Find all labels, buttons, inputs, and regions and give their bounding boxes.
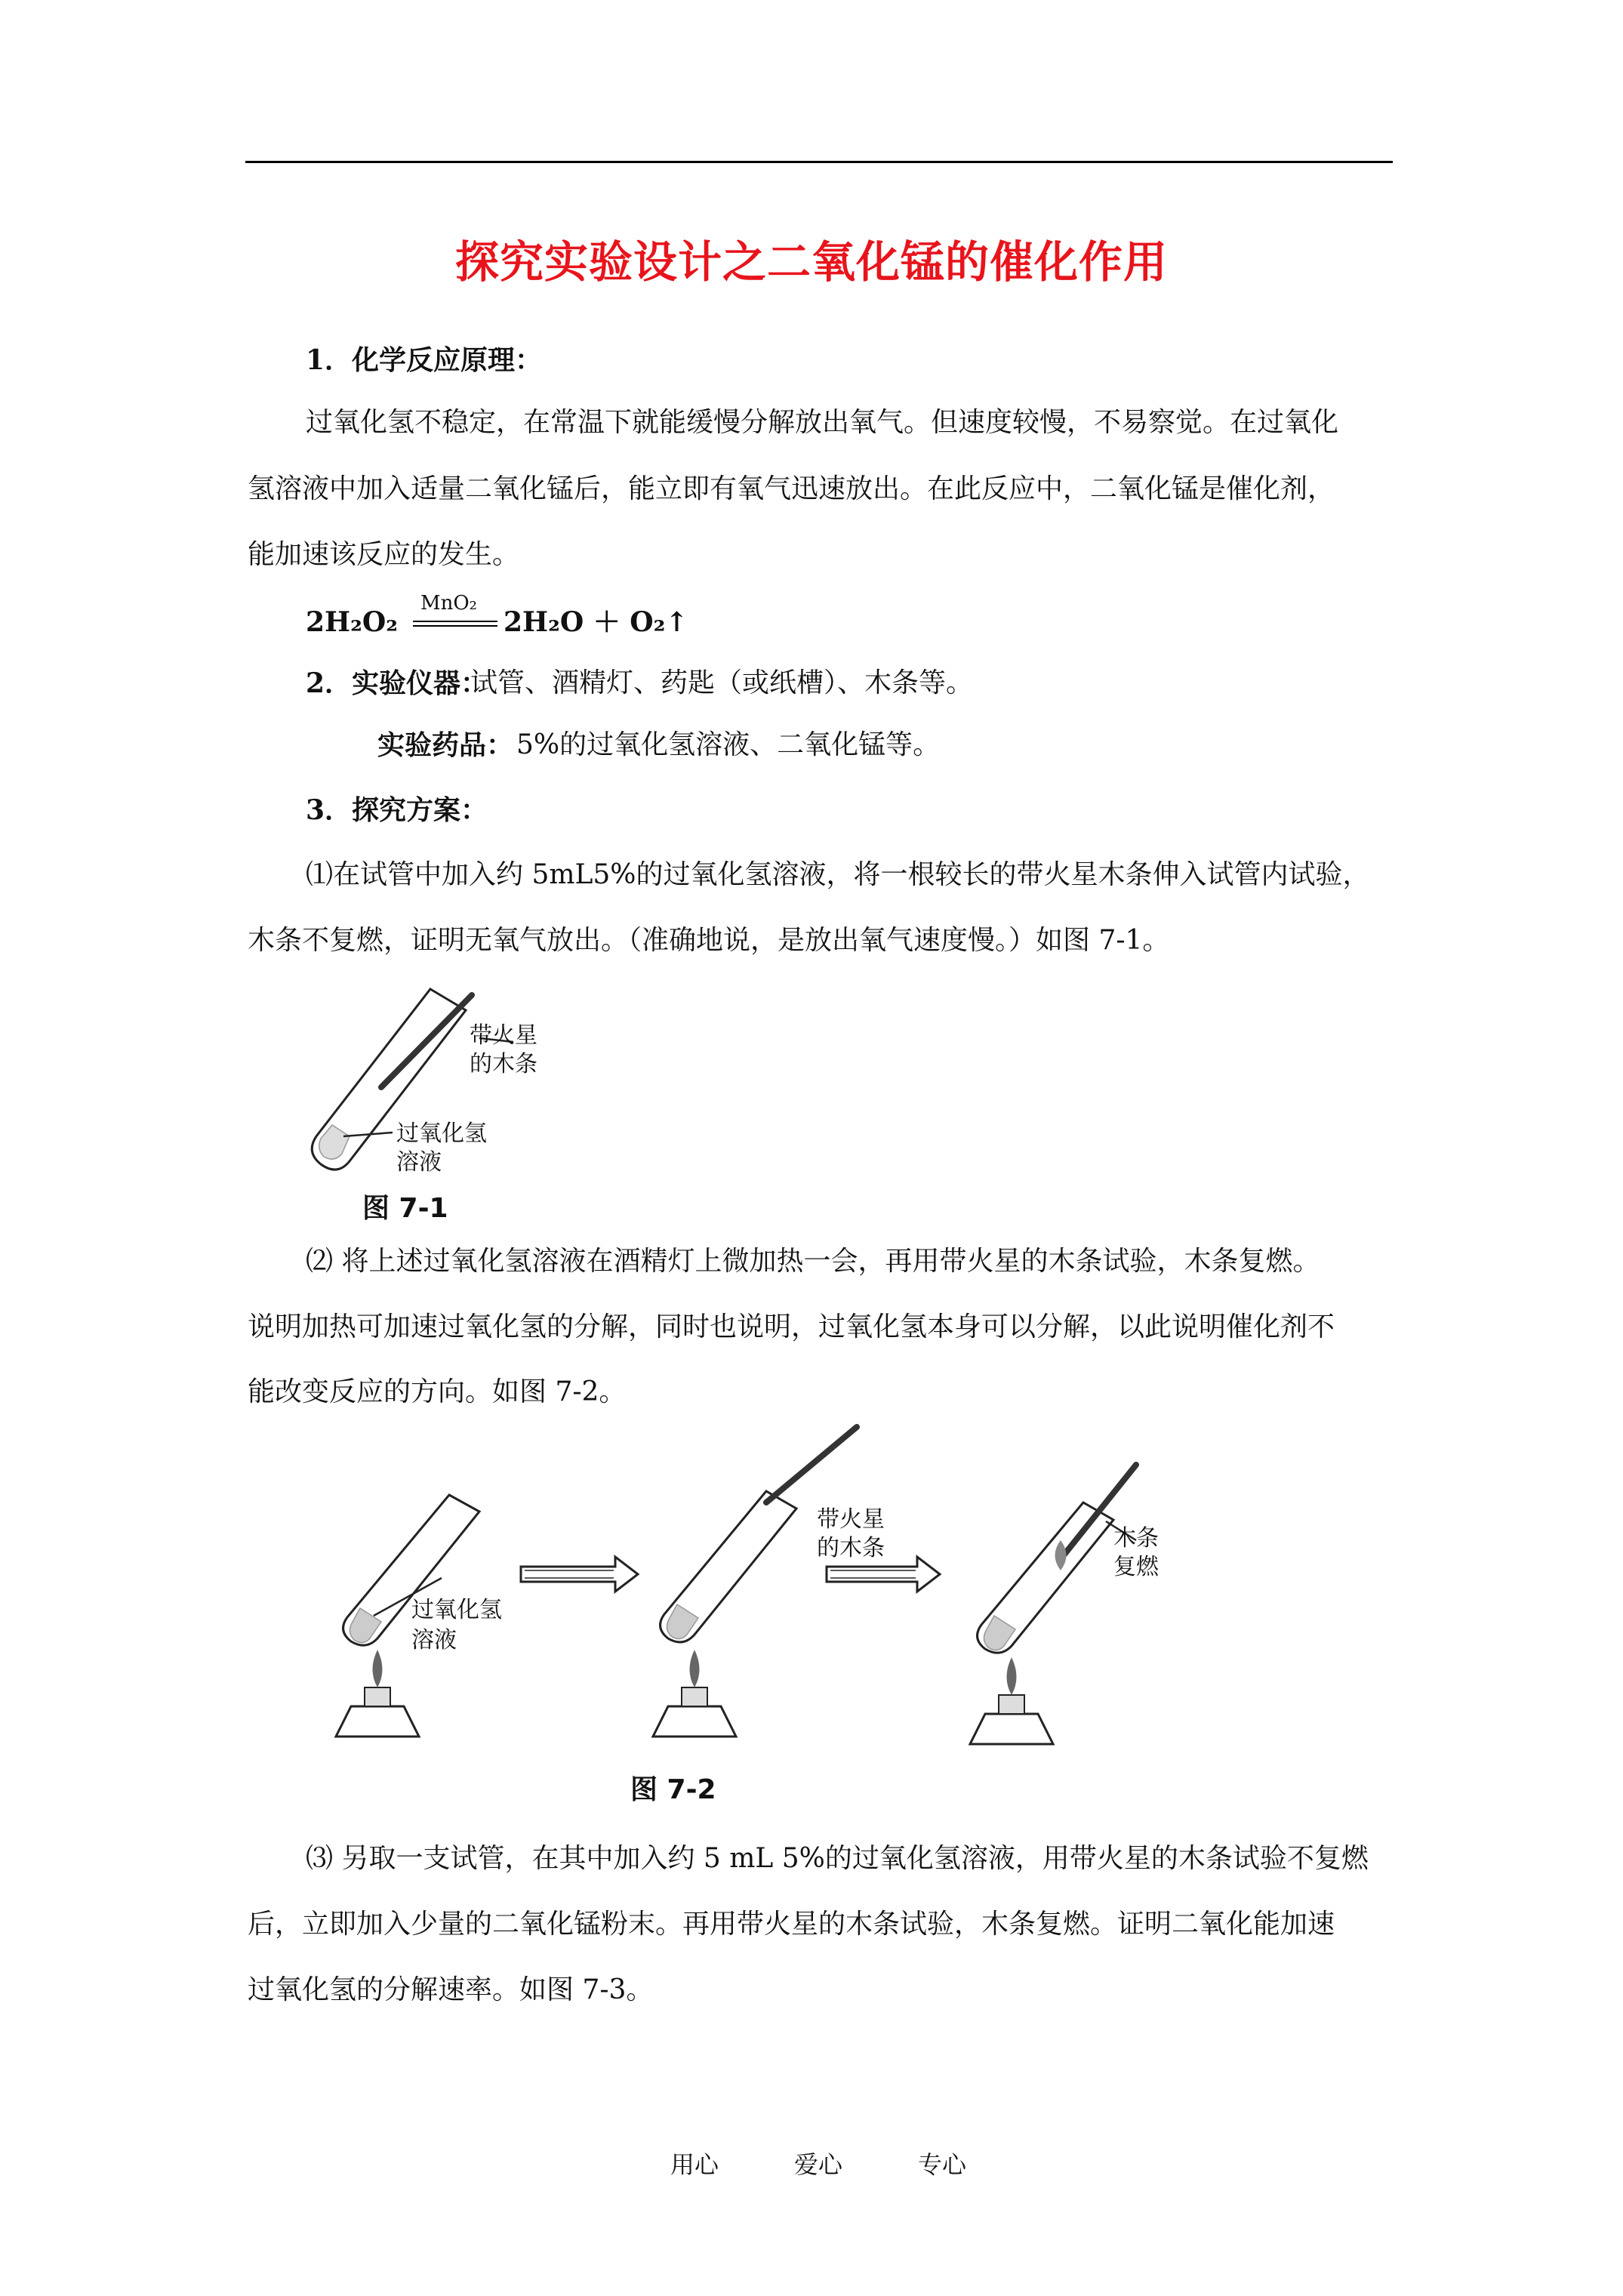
fig1-caption: 图 7-1 xyxy=(362,1193,448,1224)
fig2-label-solution-1: 过氧化氢 xyxy=(411,1597,502,1623)
alcohol-lamp-2-icon xyxy=(653,1650,736,1737)
fig1-label-solution-2: 溶液 xyxy=(396,1149,442,1176)
figure-7-1 xyxy=(298,982,570,1178)
fig2-label-solution-2: 溶液 xyxy=(411,1627,457,1653)
step-2-line-3: 能改变反应的方向。如图 7-2。 xyxy=(248,1376,627,1407)
fig1-label-stick-2: 的木条 xyxy=(470,1051,537,1077)
step-2-line-1: ⑵ 将上述过氧化氢溶液在酒精灯上微加热一会，再用带火星的木条试验，木条复燃。 xyxy=(306,1246,1320,1277)
step-1-line-1: ⑴在试管中加入约 5mL5%的过氧化氢溶液，将一根较长的带火星木条伸入试管内试验， xyxy=(306,859,1370,890)
step-2-line-2: 说明加热可加速过氧化氢的分解，同时也说明，过氧化氢本身可以分解，以此说明催化剂不 xyxy=(248,1311,1335,1342)
equation-catalyst: MnO₂ xyxy=(420,592,478,615)
figure-7-2 xyxy=(298,1419,1227,1759)
equation-products: 2H₂O ＋ O₂↑ xyxy=(504,606,688,638)
step-3-line-1: ⑶ 另取一支试管，在其中加入约 5 mL 5%的过氧化氢溶液，用带火星的木条试验不复燃 xyxy=(306,1843,1369,1874)
fig1-label-solution-1: 过氧化氢 xyxy=(396,1120,487,1147)
section-1-heading: 1．化学反应原理： xyxy=(306,344,543,376)
footer-item-3: 专心 xyxy=(918,2150,967,2179)
section-3-heading: 3．探究方案： xyxy=(306,794,488,826)
alcohol-lamp-3-icon xyxy=(970,1657,1053,1744)
fig2-label-stick-1: 带火星 xyxy=(817,1506,885,1533)
alcohol-lamp-1-icon xyxy=(336,1650,419,1737)
fig1-label-stick-1: 带火星 xyxy=(470,1022,537,1049)
arrow-right-icon-1 xyxy=(521,1557,638,1592)
fig2-caption: 图 7-2 xyxy=(630,1774,716,1805)
section-1-line-2: 氢溶液中加入适量二氧化锰后，能立即有氧气迅速放出。在此反应中，二氧化锰是催化剂， xyxy=(248,473,1335,504)
reagents-heading: 实验药品： xyxy=(377,729,514,761)
fig2-label-reignite-1: 木条 xyxy=(1113,1525,1159,1552)
wooden-stick-2-icon xyxy=(766,1427,857,1502)
flame-icon xyxy=(1055,1540,1067,1570)
reagents-list: 5%的过氧化氢溶液、二氧化锰等。 xyxy=(516,729,941,760)
solution-fill xyxy=(319,1125,350,1159)
fig2-label-reignite-2: 复燃 xyxy=(1113,1554,1159,1580)
equation-reactant: 2H₂O₂ xyxy=(306,606,398,638)
apparatus-list: 试管、酒精灯、药匙（或纸槽）、木条等。 xyxy=(470,667,974,698)
equation-arrow-line xyxy=(413,621,497,622)
footer-item-2: 爱心 xyxy=(794,2150,843,2179)
step-1-line-2: 木条不复燃，证明无氧气放出。（准确地说，是放出氧气速度慢。）如图 7-1。 xyxy=(248,925,1170,956)
header-rule xyxy=(245,161,1393,163)
equation-arrow-line-2 xyxy=(413,625,497,627)
step-3-line-2: 后，立即加入少量的二氧化锰粉末。再用带火星的木条试验，木条复燃。证明二氧化能加速 xyxy=(248,1909,1335,1940)
fig2-label-stick-2: 的木条 xyxy=(817,1535,885,1561)
section-1-line-1: 过氧化氢不稳定，在常温下就能缓慢分解放出氧气。但速度较慢，不易察觉。在过氧化 xyxy=(306,407,1339,438)
step-3-line-3: 过氧化氢的分解速率。如图 7-3。 xyxy=(248,1974,654,2005)
footer-item-1: 用心 xyxy=(670,2150,719,2179)
page-title: 探究实验设计之二氧化锰的催化作用 xyxy=(454,236,1168,288)
wooden-stick-icon xyxy=(381,995,472,1087)
section-1-line-3: 能加速该反应的发生。 xyxy=(248,539,520,570)
section-2-heading: 2．实验仪器： xyxy=(306,667,488,699)
